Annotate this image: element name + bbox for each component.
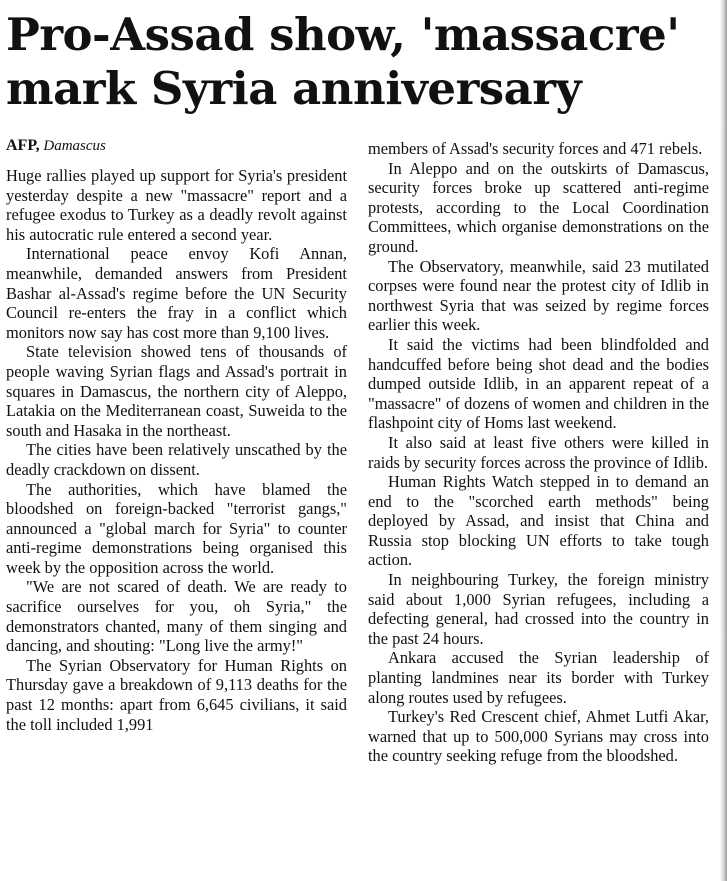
paragraph: State television showed tens of thousands of people waving Syrian flags and Assad's portrait in squares in Damascus, the northern city of Aleppo, Latakia on the Mediterranean coast, Suweida to the south and Hasaka in the northeast. xyxy=(6,342,347,440)
paragraph: In neighbouring Turkey, the foreign ministry said about 1,000 Syrian refugees, including a defecting general, had crossed into the country in the past 24 hours. xyxy=(368,570,709,648)
paragraph: members of Assad's security forces and 471 rebels. xyxy=(368,139,703,158)
paragraph: The authorities, which have blamed the bloodshed on foreign-backed "terrorist gangs," announced a "global march for Syria" to counter anti-regime demonstrations being organised this week by the opposition across the world. xyxy=(6,479,347,577)
paragraph: Huge rallies played up support for Syria's president yesterday despite a new "massacre" report and a refugee exodus to Turkey as a deadly revolt against his autocratic rule entered a second year. xyxy=(6,166,347,244)
byline-place: Damascus xyxy=(43,138,106,154)
paragraph: Ankara accused the Syrian leadership of planting landmines near its border with Turkey along routes used by refugees. xyxy=(368,648,709,707)
paragraph: International peace envoy Kofi Annan, meanwhile, demanded answers from President Bashar al-Assad's regime before the UN Security Council re-enters the fray in a conflict which monitors now say has cost more than 9,100 lives. xyxy=(6,244,347,342)
article-column-right xyxy=(368,139,709,766)
paragraph: It also said at least five others were killed in raids by security forces across the province of Idlib. xyxy=(368,432,709,472)
paragraph: Human Rights Watch stepped in to demand an end to the "scorched earth methods" being deployed by Assad, and insist that China and Russia stop blocking UN efforts to take tough action. xyxy=(368,472,709,570)
paragraph: The Observatory, meanwhile, said 23 mutilated corpses were found near the protest city of Idlib in northwest Syria that was seized by regime forces earlier this week. xyxy=(368,256,709,335)
paragraph: Turkey's Red Crescent chief, Ahmet Lutfi Akar, warned that up to 500,000 Syrians may cross into the country seeking refuge from the bloodshed. xyxy=(368,707,709,766)
article-column-left xyxy=(6,136,347,734)
paragraph: "We are not scared of death. We are ready to sacrifice ourselves for you, oh Syria," the demonstrators chanted, many of them singing and dancing, and shouting: "Long live the army!" xyxy=(6,577,347,656)
byline-agency: AFP, xyxy=(6,137,40,154)
paragraph: It said the victims had been blindfolded and handcuffed before being shot dead and the bodies dumped outside Idlib, in an apparent repeat of a "massacre" of dozens of women and children in the flashpoint city of Homs last weekend. xyxy=(368,334,709,433)
paragraph: The Syrian Observatory for Human Rights on Thursday gave a breakdown of 9,113 deaths for the past 12 months: apart from 6,645 civilians, it said the toll included 1,991 xyxy=(6,655,347,734)
byline xyxy=(6,136,347,156)
paragraph: In Aleppo and on the outskirts of Damascus, security forces broke up scattered anti-regime protests, according to the Local Coordination Committees, which organise demonstrations on the ground. xyxy=(368,158,709,256)
page-edge-shadow xyxy=(720,0,727,881)
headline: Pro-Assad show, 'massacre' mark Syria anniversary xyxy=(6,8,680,115)
paragraph: The cities have been relatively unscathed by the deadly crackdown on dissent. xyxy=(6,440,347,479)
